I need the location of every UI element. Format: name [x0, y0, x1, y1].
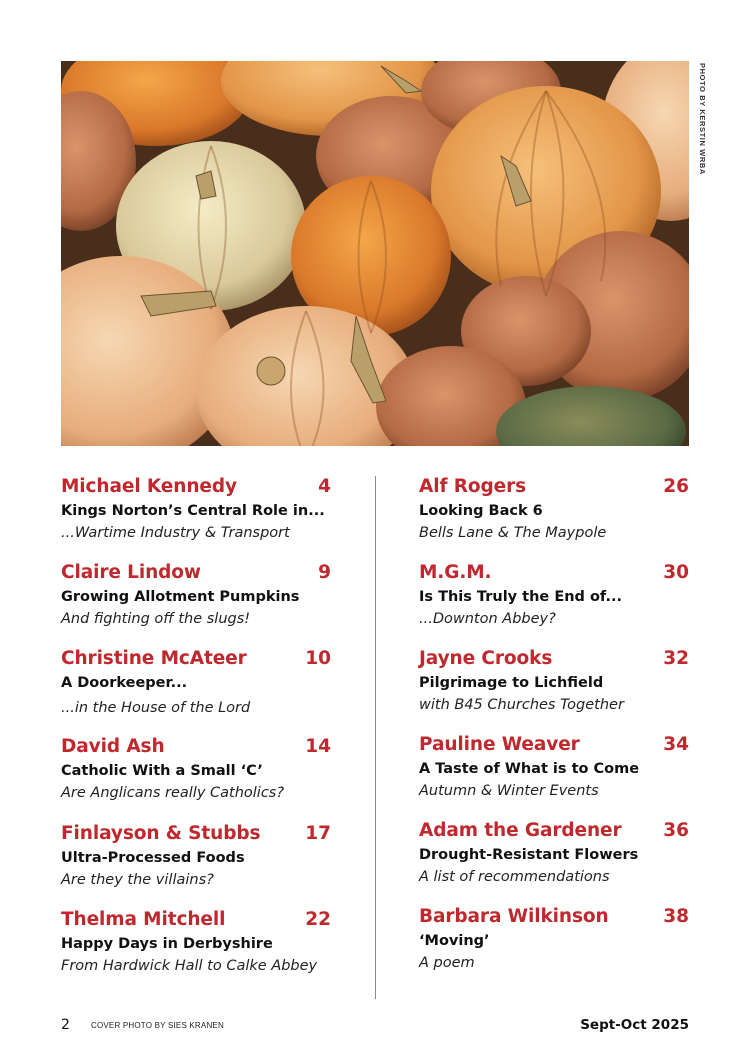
entry-title: Drought-Resistant Flowers [419, 847, 639, 863]
entry-page-number: 14 [305, 736, 331, 757]
entry-title: Kings Norton’s Central Role in... [61, 503, 325, 519]
entry-author: Thelma Mitchell [61, 909, 226, 930]
entry-author: M.G.M. [419, 562, 492, 583]
entry-subtitle: Are Anglicans really Catholics? [61, 785, 285, 801]
contents-entry[interactable] [61, 562, 331, 627]
entry-page-number: 4 [318, 476, 331, 497]
entry-title: Ultra-Processed Foods [61, 850, 245, 866]
entry-author: Adam the Gardener [419, 820, 622, 841]
entry-title: Pilgrimage to Lichfield [419, 675, 604, 691]
entry-title: Is This Truly the End of... [419, 589, 622, 605]
footer-issue-date: Sept-Oct 2025 [580, 1017, 689, 1033]
entry-subtitle: with B45 Churches Together [419, 697, 624, 713]
entry-page-number: 17 [305, 823, 331, 844]
entry-author: Pauline Weaver [419, 734, 580, 755]
entry-author: Jayne Crooks [419, 648, 553, 669]
contents-entry[interactable] [419, 734, 689, 799]
entry-subtitle: A list of recommendations [419, 869, 610, 885]
entry-page-number: 22 [305, 909, 331, 930]
entry-title: ‘Moving’ [419, 933, 490, 949]
entry-author: Michael Kennedy [61, 476, 237, 497]
pumpkins-image [61, 61, 689, 446]
entry-page-number: 38 [663, 906, 689, 927]
photo-credit: PHOTO BY KERSTIN WRBA [698, 63, 707, 175]
entry-title: Growing Allotment Pumpkins [61, 589, 300, 605]
contents-entry[interactable] [61, 736, 331, 801]
entry-page-number: 30 [663, 562, 689, 583]
entry-title: A Doorkeeper... [61, 675, 188, 691]
contents-entry[interactable] [61, 476, 331, 541]
entry-title: Catholic With a Small ‘C’ [61, 763, 263, 779]
entry-subtitle: Autumn & Winter Events [419, 783, 599, 799]
column-divider [375, 476, 376, 999]
entry-title: A Taste of What is to Come [419, 761, 640, 777]
entry-subtitle: ...Downton Abbey? [419, 611, 556, 627]
contents-entry[interactable] [419, 906, 689, 971]
entry-author: Claire Lindow [61, 562, 201, 583]
entry-subtitle: Are they the villains? [61, 872, 214, 888]
contents-entry[interactable] [61, 909, 331, 974]
contents-entry[interactable] [419, 648, 689, 713]
entry-author: Alf Rogers [419, 476, 527, 497]
cover-photo [61, 61, 689, 446]
entry-subtitle: A poem [419, 955, 475, 971]
contents-entry[interactable] [419, 820, 689, 885]
contents-entry[interactable] [419, 476, 689, 541]
footer-page-number: 2 [61, 1017, 70, 1033]
entry-author: Christine McAteer [61, 648, 247, 669]
entry-subtitle: ...Wartime Industry & Transport [61, 525, 290, 541]
entry-page-number: 10 [305, 648, 331, 669]
entry-author: David Ash [61, 736, 165, 757]
entry-title: Happy Days in Derbyshire [61, 936, 273, 952]
contents-entry[interactable] [419, 562, 689, 627]
entry-subtitle: ...in the House of the Lord [61, 700, 251, 716]
entry-page-number: 26 [663, 476, 689, 497]
entry-page-number: 34 [663, 734, 689, 755]
footer-cover-credit: COVER PHOTO BY SIES KRANEN [91, 1021, 224, 1030]
entry-title: Looking Back 6 [419, 503, 543, 519]
entry-subtitle: Bells Lane & The Maypole [419, 525, 607, 541]
entry-author: Finlayson & Stubbs [61, 823, 261, 844]
entry-author: Barbara Wilkinson [419, 906, 609, 927]
contents-entry[interactable] [61, 648, 331, 716]
entry-page-number: 36 [663, 820, 689, 841]
entry-subtitle: From Hardwick Hall to Calke Abbey [61, 958, 318, 974]
entry-page-number: 32 [663, 648, 689, 669]
contents-entry[interactable] [61, 823, 331, 888]
entry-page-number: 9 [318, 562, 331, 583]
entry-subtitle: And fighting off the slugs! [61, 611, 251, 627]
